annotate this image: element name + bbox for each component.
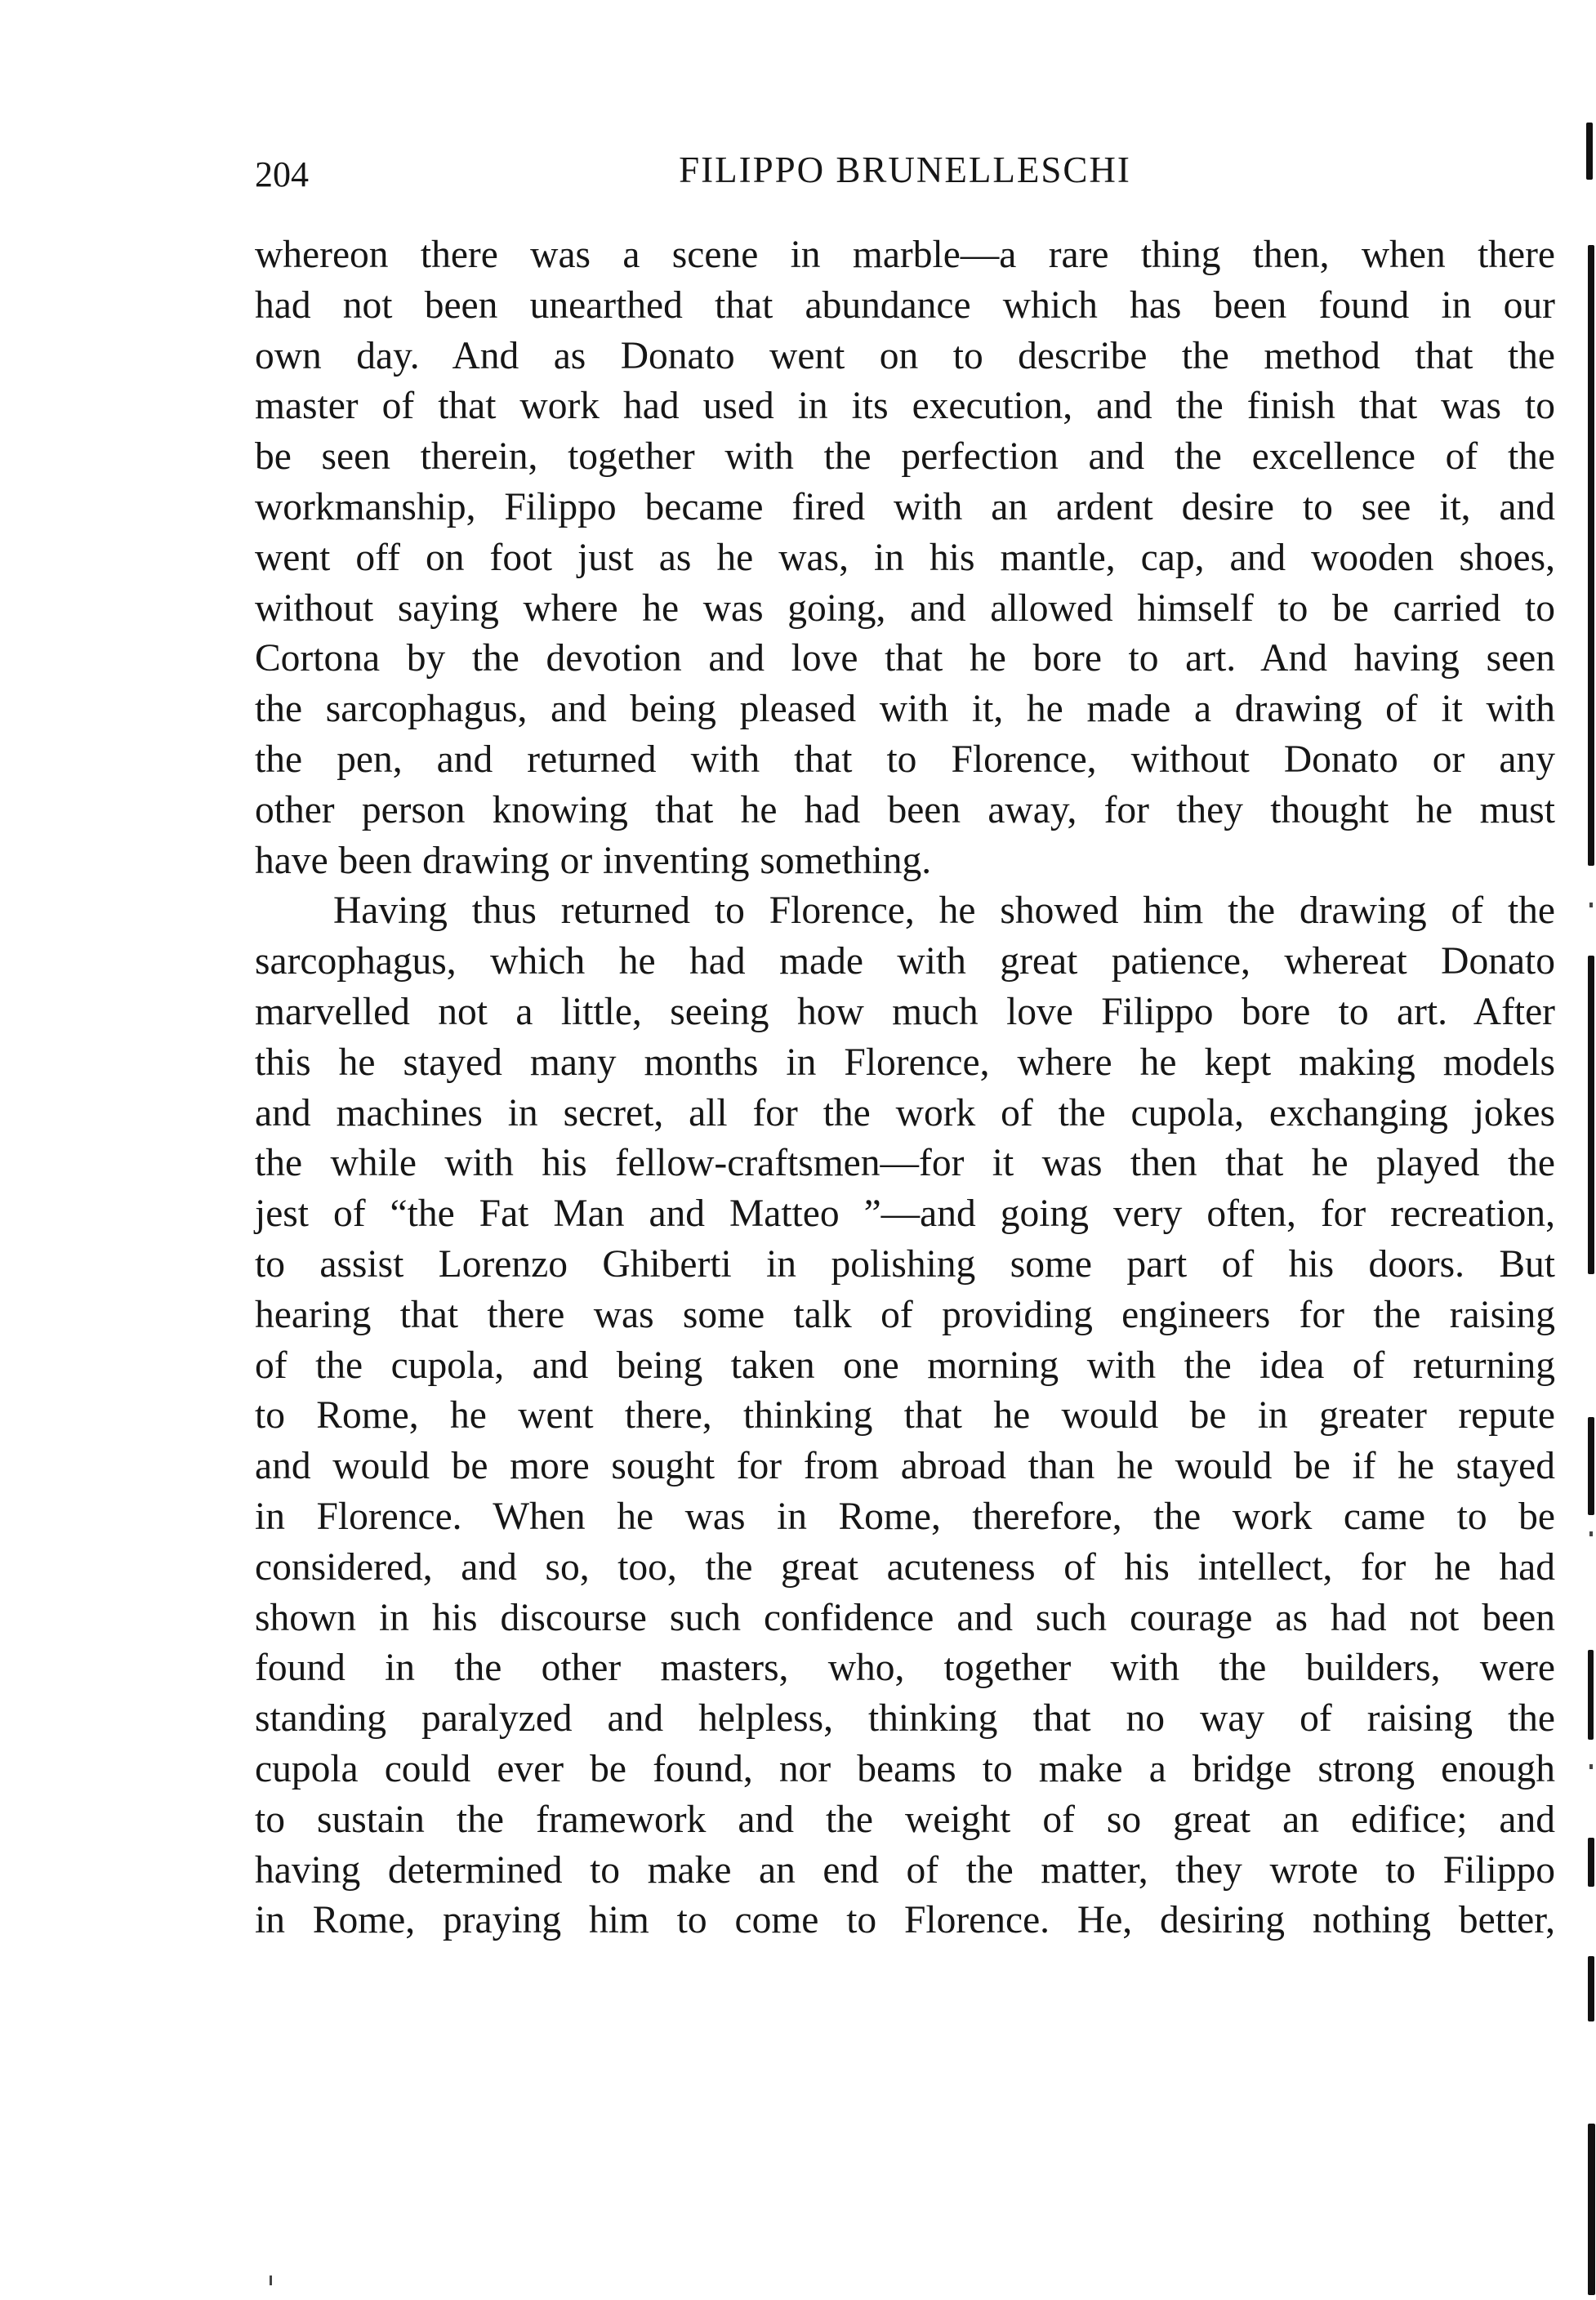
text-line: be seen therein, together with the perfection and the excellence of the: [255, 435, 1555, 479]
text-line: to sustain the framework and the weight of so great an edifice; and: [255, 1798, 1555, 1841]
text-line: standing paralyzed and helpless, thinking that no way of raising the: [255, 1697, 1555, 1741]
paragraph-1: [255, 230, 1555, 886]
scan-edge-mark: [1588, 1650, 1594, 1740]
text-line: the while with his fellow-craftsmen—for it was then that he played the: [255, 1142, 1555, 1185]
scan-edge-mark: [1588, 1838, 1594, 1887]
text-line: hearing that there was some talk of providing engineers for the raising: [255, 1293, 1555, 1336]
text-line: the pen, and returned with that to Florence, without Donato or any: [255, 738, 1555, 781]
text-line: considered, and so, too, the great acuteness of his intellect, for he had: [255, 1545, 1555, 1589]
text-line: have been drawing or inventing something.: [255, 839, 932, 882]
paragraph-2: [255, 886, 1555, 1946]
text-line: in Florence. When he was in Rome, therefore, the work came to be: [255, 1495, 1555, 1538]
text-line: cupola could ever be found, nor beams to make a bridge strong enough: [255, 1747, 1555, 1790]
scan-edge-mark: [1588, 245, 1594, 866]
page-number: 204: [255, 154, 309, 194]
text-line: workmanship, Filippo became fired with an ardent desire to see it, and: [255, 485, 1555, 528]
scan-dot: [270, 2275, 272, 2285]
page-header: [255, 145, 1555, 203]
text-line: other person knowing that he had been away, for they thought he must: [255, 788, 1555, 831]
text-line: having determined to make an end of the matter, they wrote to Filippo: [255, 1848, 1555, 1892]
text-line: this he stayed many months in Florence, where he kept making models: [255, 1041, 1555, 1084]
scan-dot: [1589, 903, 1593, 907]
text-line: Cortona by the devotion and love that he bore to art. And having seen: [255, 637, 1555, 680]
scan-edge-mark: [1588, 956, 1594, 1274]
text-line: sarcophagus, which he had made with great patience, whereat Donato: [255, 940, 1555, 983]
text-line: jest of “the Fat Man and Matteo ”—and going very often, for recreation,: [255, 1192, 1555, 1236]
text-line: the sarcophagus, and being pleased with it, he made a drawing of it with: [255, 688, 1555, 731]
text-line: and would be more sought for from abroad than he would be if he stayed: [255, 1445, 1555, 1488]
running-title: FILIPPO BRUNELLESCHI: [679, 149, 1131, 190]
text-line: without saying where he was going, and allowed himself to be carried to: [255, 586, 1555, 630]
scan-edge-mark: [1588, 2124, 1595, 2295]
text-line: marvelled not a little, seeing how much love Filippo bore to art. After: [255, 990, 1555, 1033]
text-line: of the cupola, and being taken one morning with the idea of returning: [255, 1344, 1555, 1387]
text-line: to Rome, he went there, thinking that he would be in greater repute: [255, 1394, 1555, 1438]
text-line: master of that work had used in its execution, and the finish that was to: [255, 385, 1555, 428]
scan-dot: [1589, 1764, 1593, 1769]
text-line: own day. And as Donato went on to describe the method that the: [255, 334, 1555, 377]
text-line: to assist Lorenzo Ghiberti in polishing some part of his doors. But: [255, 1242, 1555, 1286]
scan-edge-mark: [1586, 123, 1593, 180]
text-line: shown in his discourse such confidence and such courage as had not been: [255, 1596, 1555, 1639]
scan-edge-mark: [1588, 1417, 1594, 1515]
scan-dot: [1589, 1531, 1593, 1536]
text-line: had not been unearthed that abundance which has been found in our: [255, 283, 1555, 327]
text-line: found in the other masters, who, together with the builders, were: [255, 1647, 1555, 1690]
text-line: in Rome, praying him to come to Florence. He, desiring nothing better,: [255, 1899, 1555, 1942]
text-line: went off on foot just as he was, in his mantle, cap, and wooden shoes,: [255, 536, 1555, 579]
scan-edge-mark: [1588, 1956, 1594, 2021]
text-line: Having thus returned to Florence, he showed him the drawing of the: [333, 889, 1555, 933]
text-line: whereon there was a scene in marble—a rare thing then, when there: [255, 234, 1555, 276]
text-line: and machines in secret, all for the work of the cupola, exchanging jokes: [255, 1091, 1555, 1134]
body-text: [255, 230, 1555, 1946]
